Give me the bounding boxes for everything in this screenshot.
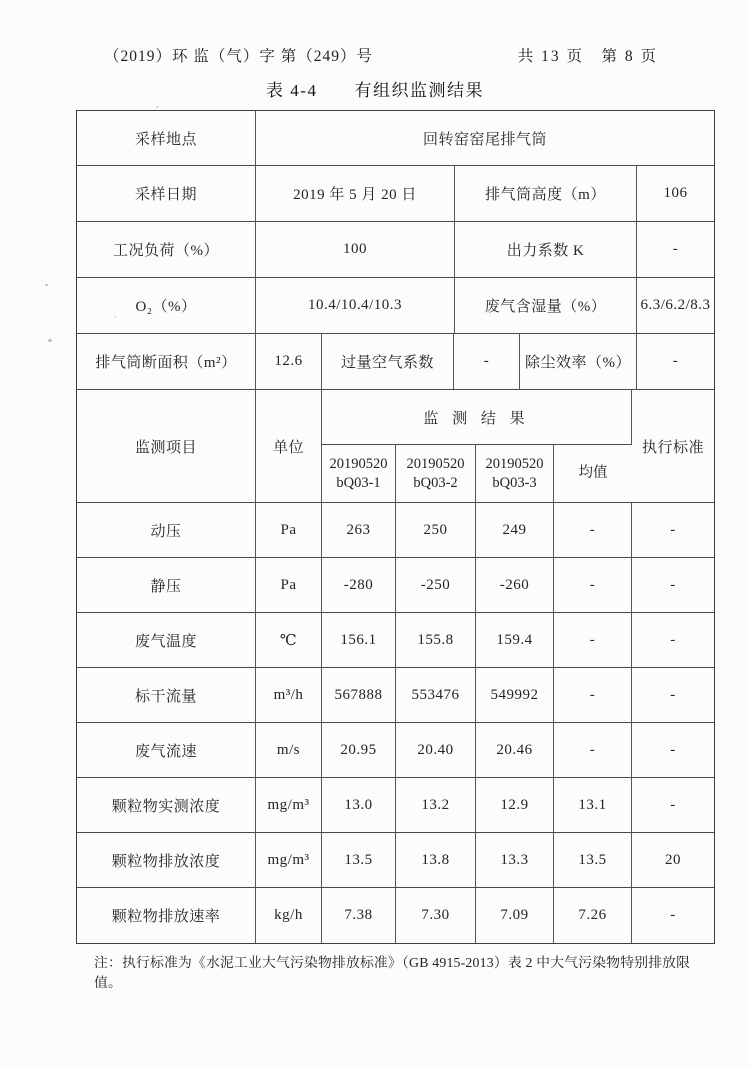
results-header (77, 390, 714, 503)
table-row-load (77, 222, 714, 278)
standard-value-cell: - (632, 723, 714, 778)
standard-value-cell: - (632, 503, 714, 558)
sample1-value-cell: 7.38 (322, 888, 396, 943)
sample3-value-cell: 7.09 (476, 888, 554, 943)
unit-cell: m/s (256, 723, 322, 778)
table-row (77, 833, 714, 888)
excess-air-value: - (454, 334, 520, 390)
parameter-name-cell: 颗粒物排放速率 (77, 888, 256, 943)
unit-cell: Pa (256, 558, 322, 613)
standard-value-cell: - (632, 613, 714, 668)
sample1-value-cell: 567888 (322, 668, 396, 723)
standard-value-cell: - (632, 668, 714, 723)
standard-value-cell: - (670, 907, 676, 923)
scan-speck (114, 316, 116, 318)
output-coefficient-value: - (637, 222, 714, 278)
parameter-name-cell: 废气温度 (77, 613, 256, 668)
unit-cell: m³/h (256, 668, 322, 723)
table-row (77, 778, 714, 833)
parameter-name-cell: 颗粒物实测浓度 (77, 778, 256, 833)
sample1-value-cell: 263 (322, 503, 396, 558)
footnote: 注：执行标准为《水泥工业大气污染物排放标准》（GB 4915-2013）表 2 中大气污染物特别排放限值。 (94, 955, 691, 990)
dust-removal-value: - (637, 334, 714, 390)
unit-cell: mg/m³ (256, 778, 322, 833)
sample-column-header-1: 20190520 bQ03-1 (322, 445, 396, 503)
mean-value-cell: 7.26 (554, 888, 632, 943)
standard-value-cell: 20 (632, 833, 714, 888)
sample1-value-cell: -280 (322, 558, 396, 613)
scan-speck (48, 339, 52, 342)
table-row (77, 503, 714, 558)
table-row (77, 723, 714, 778)
standard-value-cell: - (632, 778, 714, 833)
cross-section-label: 排气筒断面积（m²） (77, 334, 256, 390)
sample2-value-cell: 155.8 (396, 613, 476, 668)
sample3-value-cell: 12.9 (476, 778, 554, 833)
mean-column-header: 均值 (554, 445, 632, 503)
sample3-value-cell: 20.46 (476, 723, 554, 778)
page-number-info: 共 13 页 第 8 页 (517, 48, 658, 65)
sample3-value-cell: 249 (476, 503, 554, 558)
sample2-value-cell: 13.8 (396, 833, 476, 888)
moisture-label: 废气含湿量（%） (455, 278, 637, 334)
table-row (77, 558, 714, 613)
mean-value-cell: 13.1 (554, 778, 632, 833)
parameter-name-cell: 废气流速 (77, 723, 256, 778)
moisture-value: 6.3/6.2/8.3 (637, 278, 714, 334)
load-label: 工况负荷（%） (77, 222, 256, 278)
sample2-value-cell: 20.40 (396, 723, 476, 778)
sampling-site-value: 回转窑窑尾排气筒 (256, 111, 714, 166)
mean-value-cell: - (554, 503, 632, 558)
sample1-value-cell: 13.0 (322, 778, 396, 833)
unit-cell: ℃ (256, 613, 322, 668)
mean-value-cell: - (554, 668, 632, 723)
results-group-header: 监 测 结 果 (322, 390, 632, 445)
excess-air-label: 过量空气系数 (322, 334, 454, 390)
sample1-value-cell: 20.95 (322, 723, 396, 778)
unit-cell: kg/h (256, 888, 322, 943)
sample2-value-cell: 13.2 (396, 778, 476, 833)
table-row (77, 668, 714, 723)
parameter-name-cell: 静压 (77, 558, 256, 613)
oxygen-label: O₂（%） (77, 278, 256, 334)
monitoring-results-table (76, 110, 715, 944)
stack-height-value: 106 (637, 166, 714, 222)
stack-height-label: 排气筒高度（m） (455, 166, 637, 222)
sample3-value-cell: 13.3 (476, 833, 554, 888)
sample3-value-cell: 549992 (476, 668, 554, 723)
document-header (0, 44, 750, 66)
sample1-value-cell: 13.5 (322, 833, 396, 888)
output-coefficient-label: 出力系数 K (455, 222, 637, 278)
table-row (77, 888, 714, 943)
sample-column-header-3: 20190520 bQ03-3 (476, 445, 554, 503)
sample2-value-cell: 553476 (396, 668, 476, 723)
standard-header: 执行标准 (632, 390, 714, 503)
mean-value-cell: 13.5 (554, 833, 632, 888)
cross-section-value: 12.6 (256, 334, 322, 390)
table-row-oxygen (77, 278, 714, 334)
load-value: 100 (256, 222, 455, 278)
dust-removal-label: 除尘效率（%） (520, 334, 637, 390)
scan-speck (45, 284, 48, 286)
scan-speck (156, 106, 159, 108)
sampling-date-label: 采样日期 (77, 166, 256, 222)
oxygen-value: 10.4/10.4/10.3 (256, 278, 455, 334)
sample1-value-cell: 156.1 (322, 613, 396, 668)
table-row-sampling-date (77, 166, 714, 222)
standard-value-cell: - (632, 558, 714, 613)
sample3-value-cell: 159.4 (476, 613, 554, 668)
document-number: （2019）环 监（气）字 第（249）号 (104, 48, 374, 65)
table-row (77, 613, 714, 668)
monitoring-item-header: 监测项目 (77, 390, 256, 503)
unit-cell: Pa (256, 503, 322, 558)
mean-value-cell: - (554, 723, 632, 778)
sample2-value-cell: -250 (396, 558, 476, 613)
table-row-cross-section (77, 334, 714, 390)
parameter-name-cell: 动压 (77, 503, 256, 558)
sample3-value-cell: -260 (476, 558, 554, 613)
table-row-sampling-site (77, 111, 714, 166)
table-title: 表 4-4 有组织监测结果 (266, 81, 484, 100)
sampling-site-label: 采样地点 (77, 111, 256, 166)
mean-value-cell: - (554, 613, 632, 668)
unit-cell: mg/m³ (256, 833, 322, 888)
unit-header: 单位 (256, 390, 322, 503)
results-rows (77, 503, 714, 943)
mean-value-cell: - (554, 558, 632, 613)
sample2-value-cell: 250 (396, 503, 476, 558)
sample-column-header-2: 20190520 bQ03-2 (396, 445, 476, 503)
sample2-value-cell: 7.30 (396, 888, 476, 943)
parameter-name-cell: 标干流量 (77, 668, 256, 723)
sampling-date-value: 2019 年 5 月 20 日 (256, 166, 455, 222)
parameter-name-cell: 颗粒物排放浓度 (77, 833, 256, 888)
